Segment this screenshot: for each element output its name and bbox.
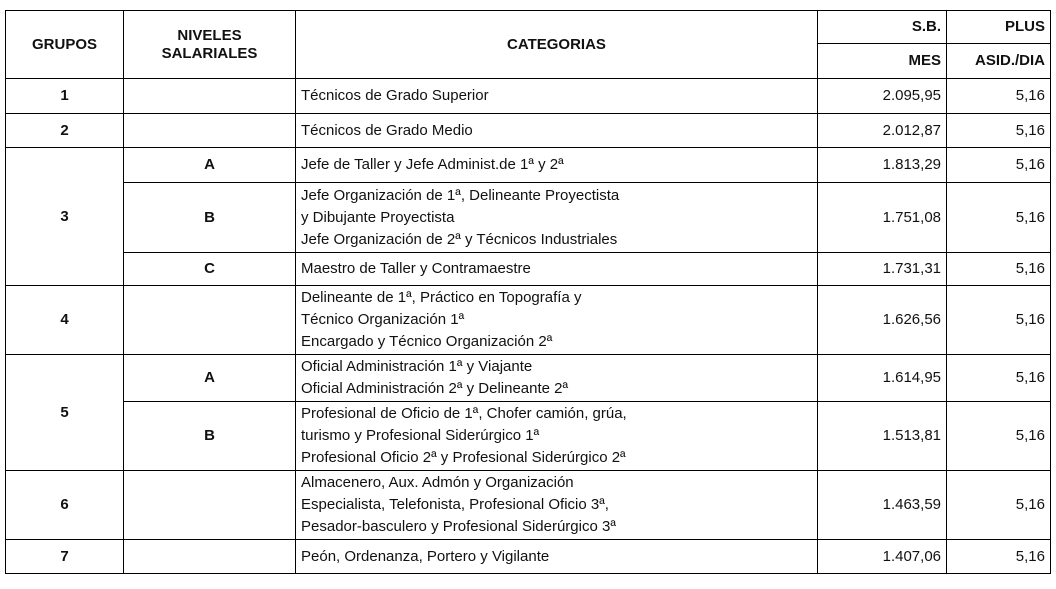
table-row-grupo-5b xyxy=(6,402,1051,471)
header-niveles: NIVELES SALARIALES xyxy=(124,11,296,79)
table-row-grupo-2 xyxy=(6,114,1051,148)
nivel-cell: A xyxy=(124,148,296,183)
categoria-cell: Técnicos de Grado Superior xyxy=(296,79,818,114)
categoria-cell: Delineante de 1ª, Práctico en Topografía y Técnico Organización 1ª Encargado y Técnico Organización 2ª xyxy=(296,286,818,355)
nivel-cell xyxy=(124,79,296,114)
plus-cell: 5,16 xyxy=(947,471,1051,540)
table-row-grupo-1 xyxy=(6,79,1051,114)
plus-cell: 5,16 xyxy=(947,402,1051,471)
nivel-cell: B xyxy=(124,402,296,471)
plus-cell: 5,16 xyxy=(947,286,1051,355)
categoria-cell: Maestro de Taller y Contramaestre xyxy=(296,253,818,286)
table-row-grupo-3b xyxy=(6,183,1051,253)
sb-cell: 1.813,29 xyxy=(818,148,947,183)
grupo-cell: 4 xyxy=(6,286,124,355)
nivel-cell: A xyxy=(124,355,296,402)
plus-cell: 5,16 xyxy=(947,79,1051,114)
header-categorias: CATEGORIAS xyxy=(296,11,818,79)
grupo-cell: 5 xyxy=(6,355,124,471)
table-row-grupo-5a xyxy=(6,355,1051,402)
categoria-cell: Técnicos de Grado Medio xyxy=(296,114,818,148)
categoria-cell: Peón, Ordenanza, Portero y Vigilante xyxy=(296,540,818,574)
header-grupos: GRUPOS xyxy=(6,11,124,79)
nivel-cell: C xyxy=(124,253,296,286)
header-mes: MES xyxy=(818,44,947,79)
header-sb: S.B. xyxy=(818,11,947,44)
nivel-cell: B xyxy=(124,183,296,253)
header-asid: ASID./DIA xyxy=(947,44,1051,79)
nivel-cell xyxy=(124,471,296,540)
table-row-grupo-3c xyxy=(6,253,1051,286)
header-row-top xyxy=(6,11,1051,44)
grupo-cell: 6 xyxy=(6,471,124,540)
sb-cell: 2.095,95 xyxy=(818,79,947,114)
categoria-cell: Jefe de Taller y Jefe Administ.de 1ª y 2ª xyxy=(296,148,818,183)
nivel-cell xyxy=(124,114,296,148)
sb-cell: 1.731,31 xyxy=(818,253,947,286)
sb-cell: 1.407,06 xyxy=(818,540,947,574)
plus-cell: 5,16 xyxy=(947,148,1051,183)
salary-table-wrapper xyxy=(5,10,1051,574)
grupo-cell: 7 xyxy=(6,540,124,574)
grupo-cell: 1 xyxy=(6,79,124,114)
sb-cell: 1.751,08 xyxy=(818,183,947,253)
salary-table xyxy=(5,10,1051,574)
plus-cell: 5,16 xyxy=(947,540,1051,574)
sb-cell: 1.463,59 xyxy=(818,471,947,540)
table-row-grupo-7 xyxy=(6,540,1051,574)
grupo-cell: 2 xyxy=(6,114,124,148)
sb-cell: 2.012,87 xyxy=(818,114,947,148)
nivel-cell xyxy=(124,286,296,355)
plus-cell: 5,16 xyxy=(947,253,1051,286)
categoria-cell: Jefe Organización de 1ª, Delineante Proyectista y Dibujante Proyectista Jefe Organización de 2ª y Técnicos Industriales xyxy=(296,183,818,253)
table-row-grupo-4 xyxy=(6,286,1051,355)
plus-cell: 5,16 xyxy=(947,183,1051,253)
nivel-cell xyxy=(124,540,296,574)
plus-cell: 5,16 xyxy=(947,114,1051,148)
header-plus: PLUS xyxy=(947,11,1051,44)
table-row-grupo-3a xyxy=(6,148,1051,183)
categoria-cell: Profesional de Oficio de 1ª, Chofer camión, grúa, turismo y Profesional Siderúrgico 1ª Profesional Oficio 2ª y Profesional Siderúrgico 2ª xyxy=(296,402,818,471)
plus-cell: 5,16 xyxy=(947,355,1051,402)
sb-cell: 1.626,56 xyxy=(818,286,947,355)
sb-cell: 1.513,81 xyxy=(818,402,947,471)
table-row-grupo-6 xyxy=(6,471,1051,540)
grupo-cell: 3 xyxy=(6,148,124,286)
sb-cell: 1.614,95 xyxy=(818,355,947,402)
categoria-cell: Oficial Administración 1ª y Viajante Oficial Administración 2ª y Delineante 2ª xyxy=(296,355,818,402)
categoria-cell: Almacenero, Aux. Admón y Organización Especialista, Telefonista, Profesional Oficio 3ª, Pesador-basculero y Profesional Siderúrgico 3ª xyxy=(296,471,818,540)
